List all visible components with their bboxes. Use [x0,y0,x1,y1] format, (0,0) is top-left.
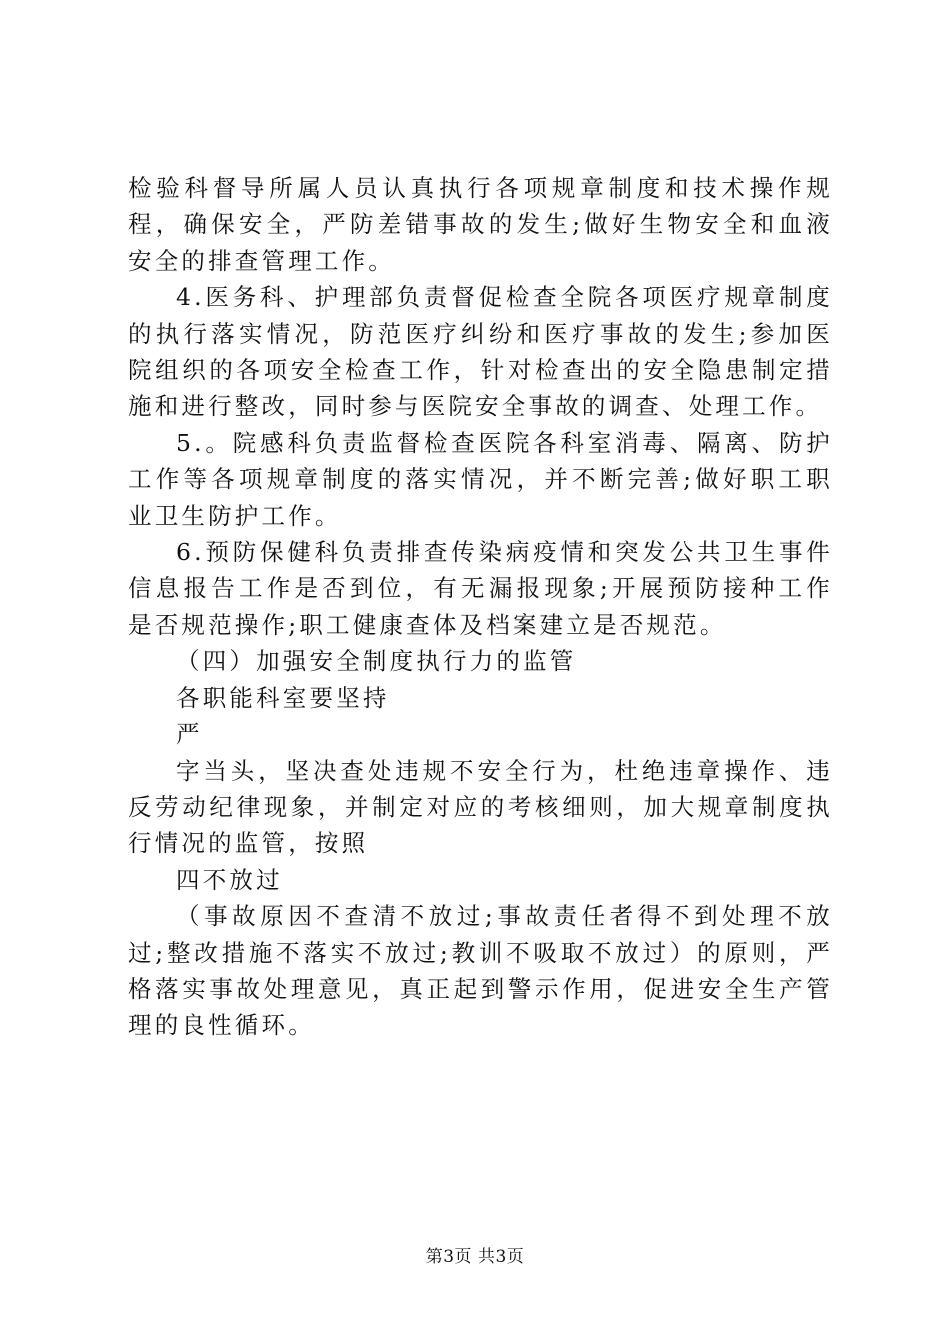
paragraph-strict: 严 [176,720,203,749]
paragraph-item-5: 5.。院感科负责监督检查医院各科室消毒、隔离、防护工作等各项规章制度的落实情况，并不断完善;做好职工职业卫生防护工作。 [128,428,833,530]
page-number-footer: 第3页 共3页 [425,1247,525,1267]
paragraph-principles: （事故原因不查清不放过;事故责任者得不到处理不放过;整改措施不落实不放过;教训不吸取不放过）的原则，严格落实事故处理意见，真正起到警示作用，促进安全生产管理的良性循环。 [128,902,833,1040]
paragraph-departments: 各职能科室要坚持 [176,683,390,712]
section-heading-4: （四）加强安全制度执行力的监管 [176,647,577,676]
paragraph-lab-supervision: 检验科督导所属人员认真执行各项规章制度和技术操作规程，确保安全，严防差错事故的发生;做好生物安全和血液安全的排查管理工作。 [128,174,833,275]
paragraph-item-6: 6.预防保健科负责排查传染病疫情和突发公共卫生事件信息报告工作是否到位，有无漏报现象;开展预防接种工作是否规范操作;职工健康查体及档案建立是否规范。 [128,538,833,639]
paragraph-item-4: 4.医务科、护理部负责督促检查全院各项医疗规章制度的执行落实情况，防范医疗纠纷和医疗事故的发生;参加医院组织的各项安全检查工作，针对检查出的安全隐患制定措施和进行整改，同时参与医院安全事故的调查、处理工作。 [128,283,833,421]
paragraph-enforcement: 字当头，坚决查处违规不安全行为，杜绝违章操作、违反劳动纪律现象，并制定对应的考核细则，加大规章制度执行情况的监管，按照 [128,756,833,858]
paragraph-four-nots: 四不放过 [176,865,283,894]
document-body [128,170,833,1044]
